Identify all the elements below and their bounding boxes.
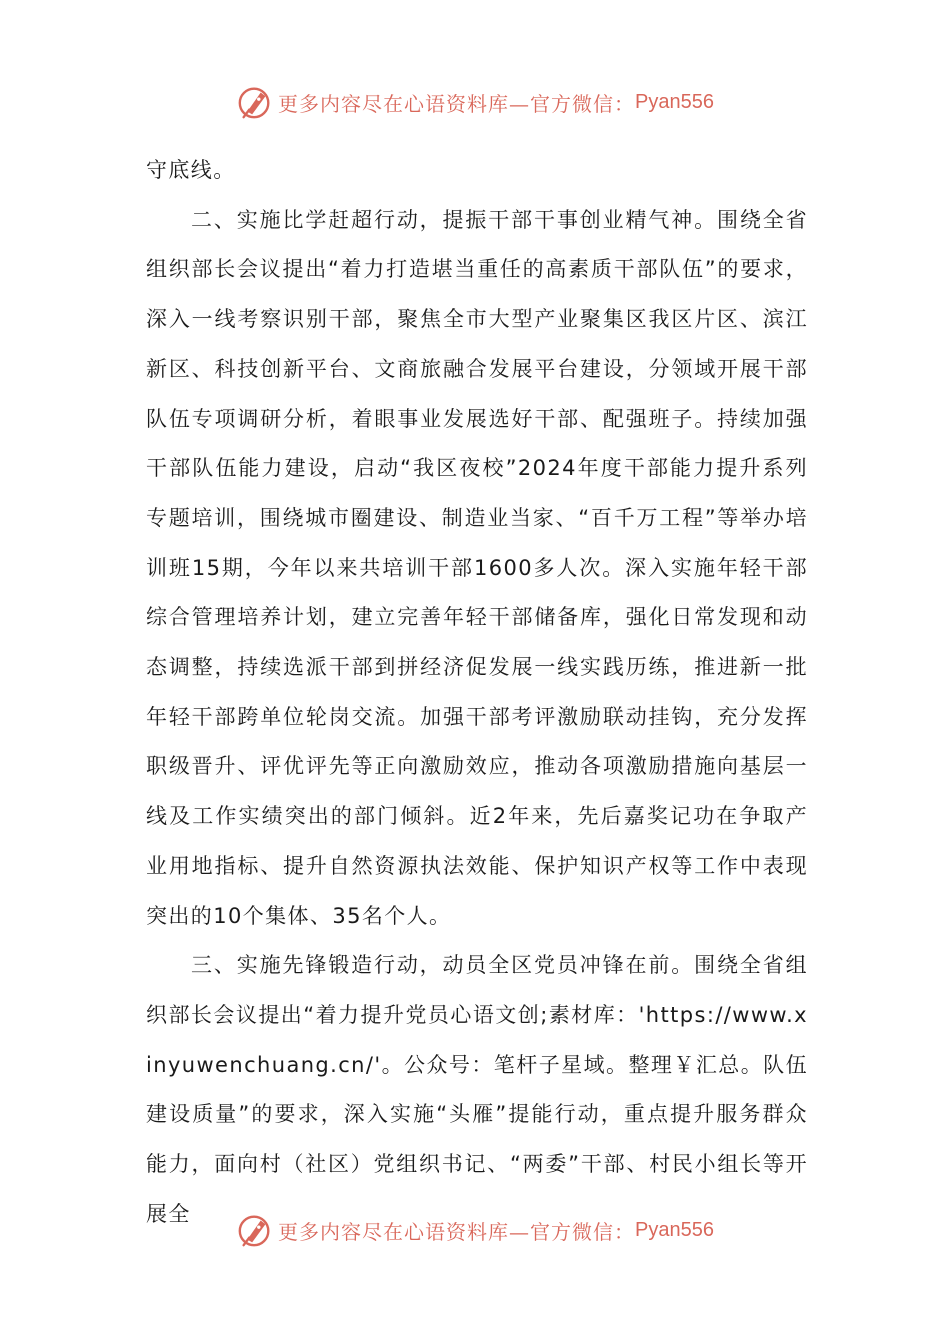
watermark-wechat-id: Pyan556 xyxy=(635,1218,714,1241)
pen-nib-logo-icon xyxy=(236,1211,274,1249)
paragraph-3: 三、实施先锋锻造行动，动员全区党员冲锋在前。围绕全省组织部长会议提出“着力提升党员心语文创;素材库：'https://www.xinyuwenchuang.cn/'。公众号：笔杆子星域。整理￥汇总。队伍建设质量”的要求，深入实施“头雁”提能行动，重点提升服务群众能力，面向村（社区）党组织书记、“两委”干部、村民小组长等开展全 xyxy=(146,953,808,1226)
paragraph-2: 二、实施比学赶超行动，提振干部干事创业精气神。围绕全省组织部长会议提出“着力打造堪当重任的高素质干部队伍”的要求，深入一线考察识别干部，聚焦全市大型产业聚集区我区片区、滨江新区、科技创新平台、文商旅融合发展平台建设，分领域开展干部队伍专项调研分析，着眼事业发展选好干部、配强班子。持续加强干部队伍能力建设，启动“我区夜校”2024年度干部能力提升系列专题培训，围绕城市圈建设、制造业当家、“百千万工程”等举办培训班15期，今年以来共培训干部1600多人次。深入实施年轻干部综合管理培养计划，建立完善年轻干部储备库，强化日常发现和动态调整，持续选派干部到拼经济促发展一线实践历练，推进新一批年轻干部跨单位轮岗交流。加强干部考评激励联动挂钩，充分发挥职级晋升、评优评先等正向激励效应，推动各项激励措施向基层一线及工作实绩突出的部门倾斜。近2年来，先后嘉奖记功在争取产业用地指标、提升自然资源执法效能、保护知识产权等工作中表现突出的10个集体、35名个人。 xyxy=(146,207,808,928)
header-watermark xyxy=(0,80,950,124)
document-body xyxy=(146,146,808,1239)
paragraph-1: 守底线。 xyxy=(146,158,236,182)
footer-watermark xyxy=(0,1208,950,1252)
pen-nib-logo-icon xyxy=(236,83,274,121)
watermark-text: 更多内容尽在心语资料库—官方微信： xyxy=(278,91,636,116)
watermark-text: 更多内容尽在心语资料库—官方微信： xyxy=(278,1219,636,1244)
watermark-wechat-id: Pyan556 xyxy=(635,90,714,113)
